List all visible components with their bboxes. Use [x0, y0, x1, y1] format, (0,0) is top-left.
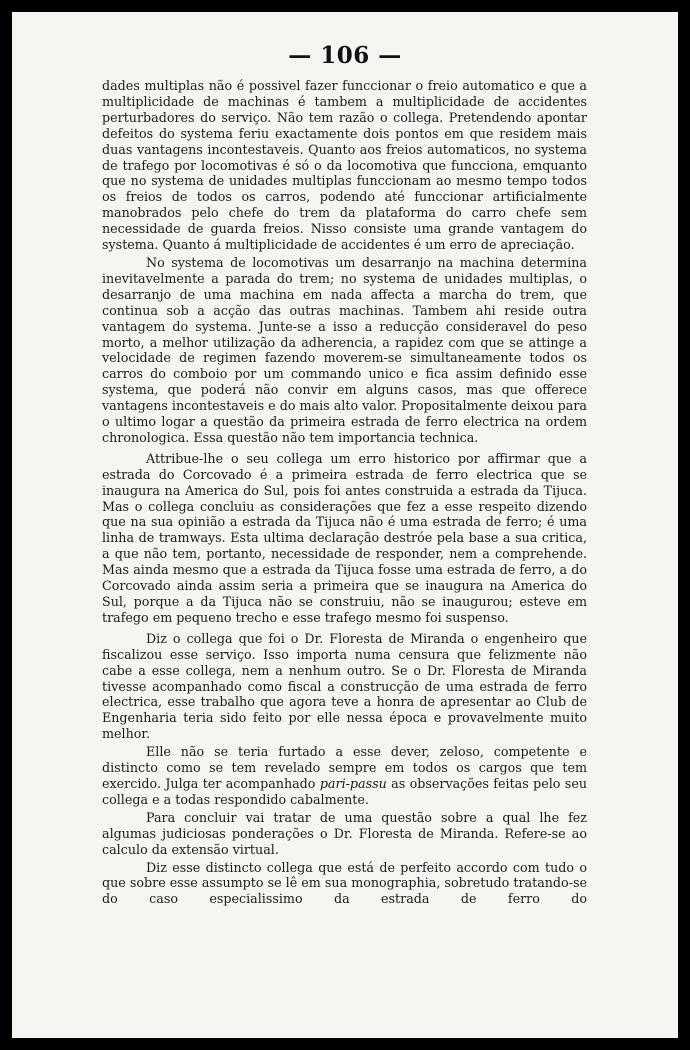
- paragraph-1: dades multiplas não é possivel fazer funccionar o freio automatico e que a multiplicidade de machinas é tambem a multiplicidade de accidentes perturbadores do serviço. Não tem razão o collega. Pretendendo apontar defeitos do systema feriu exactamente dois pontos em que residem mais duas vantagens incontestaveis. Quanto aos freios automaticos, no systema de trafego por locomotivas é só o da locomotiva que funcciona, emquanto que no systema de unidades multiplas funccionam ao mesmo tempo todos os freios de todos os carros, podendo até funccionar artificialmente manobrados pelo chefe do trem da plataforma do carro chefe sem necessidade de guarda freios. Nisso consiste uma grande vantagem do systema. Quanto á multiplicidade de accidentes é um erro de apreciação.: [102, 78, 587, 253]
- paragraph-4: Diz o collega que foi o Dr. Floresta de Miranda o engenheiro que fiscalizou esse serviço. Isso importa numa censura que felizmente não cabe a esse collega, nem a nenhum outro. Se o Dr. Floresta de Miranda tivesse acompanhado como fiscal a construcção de uma estrada de ferro electrica, esse trabalho que agora teve a honra de apresentar ao Club de Engenharia teria sido feito por elle nessa época e provavelmente muito melhor.: [102, 630, 587, 742]
- paragraph-5-italic-term: pari-passu: [319, 775, 387, 791]
- paragraph-2: No systema de locomotivas um desarranjo na machina determina inevitavelmente a parada do trem; no systema de unidades multiplas, o desarranjo de uma machina em nada affecta a marcha do trem, que continua sob a acção das outras machinas. Tambem ahi reside outra vantagem do systema. Junte-se a isso a reducção consideravel do peso morto, a melhor utilização da adherencia, a rapidez com que se attinge a velocidade de regimen fazendo moverem-se simultaneamente todos os carros do comboio por um commando unico e fica assim definido esse systema, que poderá não convir em alguns casos, mas que offerece vantagens incontestaveis e do mais alto valor. Propositalmente deixou para o ultimo logar a questão da primeira estrada de ferro electrica na ordem chronologica. Essa questão não tem importancia technica.: [102, 254, 587, 445]
- document-page: [12, 12, 678, 1038]
- body-text: [102, 78, 587, 907]
- paragraph-3: Attribue-lhe o seu collega um erro historico por affirmar que a estrada do Corcovado é a primeira estrada de ferro electrica que se inaugura na America do Sul, pois foi antes construida a estrada da Tijuca. Mas o collega concluiu as considerações que fez a esse respeito dizendo que na sua opinião a estrada da Tijuca não é uma estrada de ferro; é uma linha de tramways. Esta ultima declaração destróe pela base a sua critica, a que não tem, portanto, necessidade de responder, nem a comprehende. Mas ainda mesmo que a estrada da Tijuca fosse uma estrada de ferro, a do Corcovado ainda assim seria a primeira que se inaugura na America do Sul, porque a da Tijuca não se construiu, não se inaugurou; esteve em trafego em pequeno trecho e esse trafego mesmo foi suspenso.: [102, 450, 587, 625]
- paragraph-6: Para concluir vai tratar de uma questão sobre a qual lhe fez algumas judiciosas ponderações o Dr. Floresta de Miranda. Refere-se ao calculo da extensão virtual.: [102, 809, 587, 857]
- paragraph-5: [102, 744, 587, 808]
- paragraph-7: Diz esse distincto collega que está de perfeito accordo com tudo o que sobre esse assumpto se lê em sua monographia, sobretudo tratando-se do caso especialissimo da estrada de ferro do: [102, 859, 587, 907]
- page-number: — 106 —: [288, 42, 402, 69]
- paragraph-5-part-1: Elle não se teria furtado a esse dever, zeloso, competente e distincto como se tem revelado sempre em todos os cargos que tem exercido. Julga ter acompanhado: [102, 744, 587, 791]
- paragraph-5-part-2: as observações feitas pelo seu collega e a todas respondido cabalmente.: [102, 775, 587, 807]
